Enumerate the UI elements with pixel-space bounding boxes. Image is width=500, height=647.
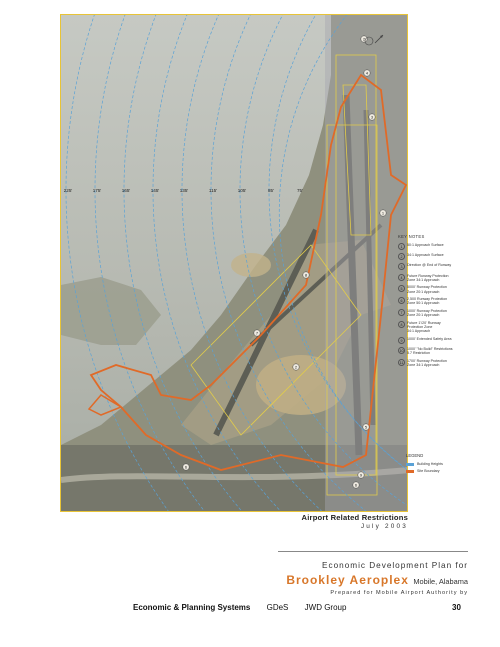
legend-item [406, 462, 466, 466]
key-note-text: 5000' Runway Protection Zone 20:1 Approach [407, 285, 447, 294]
map-callout-number: 4 [365, 70, 369, 76]
plan-title: Economic Development Plan for [322, 561, 468, 570]
map-callout-number: 9 [359, 472, 363, 478]
key-note-item [398, 321, 466, 334]
key-note-number: 1 [398, 243, 405, 250]
ring-label: 175' [92, 188, 102, 193]
key-note-number: 10 [399, 348, 404, 353]
ring-label: 75' [297, 188, 303, 193]
map-callout-number: 2 [362, 36, 366, 42]
firm-jwd: JWD Group [304, 603, 347, 612]
key-note-number: 11 [399, 360, 404, 365]
ring-label: 115' [208, 188, 218, 193]
key-notes-title: KEY NOTES [398, 234, 425, 239]
key-notes-list [398, 243, 466, 367]
map-title: Airport Related Restrictions [301, 513, 408, 522]
key-note-number: 2 [398, 253, 405, 260]
key-note-text: 34:1 Approach Surface [407, 253, 444, 258]
map-callout-number: 7 [255, 330, 259, 336]
key-note-number: 6 [398, 297, 405, 304]
legend-title: LEGEND [406, 453, 424, 458]
key-note-item [398, 337, 466, 344]
key-note-item [398, 253, 466, 260]
key-note-text: 1000' "No Build" Restrictions 5.7 Restriction [407, 346, 453, 356]
map-callout-number: 8 [304, 272, 308, 278]
map-callout-number: 3 [370, 114, 374, 120]
key-note-text: 50:1 Approach Surface [407, 243, 444, 247]
map-callout-number: 6 [184, 464, 188, 470]
firm-credits [133, 603, 360, 612]
key-note-item [398, 359, 466, 368]
brand-location: Mobile, Alabama [413, 577, 468, 586]
ring-label: 105' [237, 188, 247, 193]
key-note-number: 8 [398, 321, 405, 328]
brand-line [286, 571, 468, 589]
key-note-item [398, 285, 466, 294]
key-note-number: 3 [398, 263, 405, 270]
map-date: July 2003 [360, 523, 408, 530]
key-note-number: 9 [398, 337, 405, 344]
key-note-number: 7 [398, 309, 405, 316]
ring-label: 225' [63, 188, 73, 193]
legend-swatch [406, 463, 414, 466]
map-callout-number: 2 [294, 364, 298, 370]
ring-label: 145' [150, 188, 160, 193]
key-note-item [398, 309, 466, 318]
ring-label: 165' [121, 188, 131, 193]
key-note-item [398, 263, 466, 270]
map-callout-number: 1 [381, 210, 385, 216]
key-note-text: 1700' Runway Protection Zone 34:1 Approach [407, 358, 447, 368]
brand-name: Brookley Aeroplex [286, 573, 409, 587]
key-note-number: 4 [398, 274, 405, 281]
legend-panel [406, 453, 466, 476]
key-notes-panel [398, 234, 466, 371]
legend-item [406, 469, 466, 473]
prepared-for: Prepared for Mobile Airport Authority by [330, 590, 468, 596]
aerial-map-canvas [61, 15, 408, 512]
key-note-item [398, 243, 466, 250]
key-note-item [398, 297, 466, 306]
key-note-text: 1000' Extended Safety Area [407, 336, 452, 341]
ring-label: 85' [268, 188, 274, 193]
key-note-text: Future Runway Protection Zone 34:1 Approach [407, 273, 449, 282]
legend-list [406, 462, 466, 473]
page-number: 30 [452, 603, 461, 612]
map-callout-number: 5 [364, 424, 368, 430]
legend-label: Building Heights [417, 462, 443, 466]
ring-label: 135' [179, 188, 189, 193]
key-note-item [398, 347, 466, 356]
divider-rule [278, 551, 468, 552]
map-callout-number: 6 [354, 482, 358, 488]
key-note-text: 2,500 Runway Protection Zone 50:1 Approach [407, 297, 448, 306]
key-note-item [398, 274, 466, 283]
aerial-map [60, 14, 408, 512]
legend-label: Site Boundary [417, 469, 440, 473]
key-note-number: 5 [398, 285, 405, 292]
legend-swatch [406, 470, 414, 473]
key-note-text: Future 1'/20' Runway Protection Zone 34:1 Approach [407, 320, 441, 334]
firm-eps: Economic & Planning Systems [133, 603, 251, 612]
key-note-text: 1000' Runway Protection Zone 20:1 Approach [407, 308, 447, 318]
key-note-text: Direction @ End of Runway [407, 263, 452, 268]
firm-gdes: GDeS [266, 603, 289, 612]
height-ring-labels [64, 188, 303, 193]
